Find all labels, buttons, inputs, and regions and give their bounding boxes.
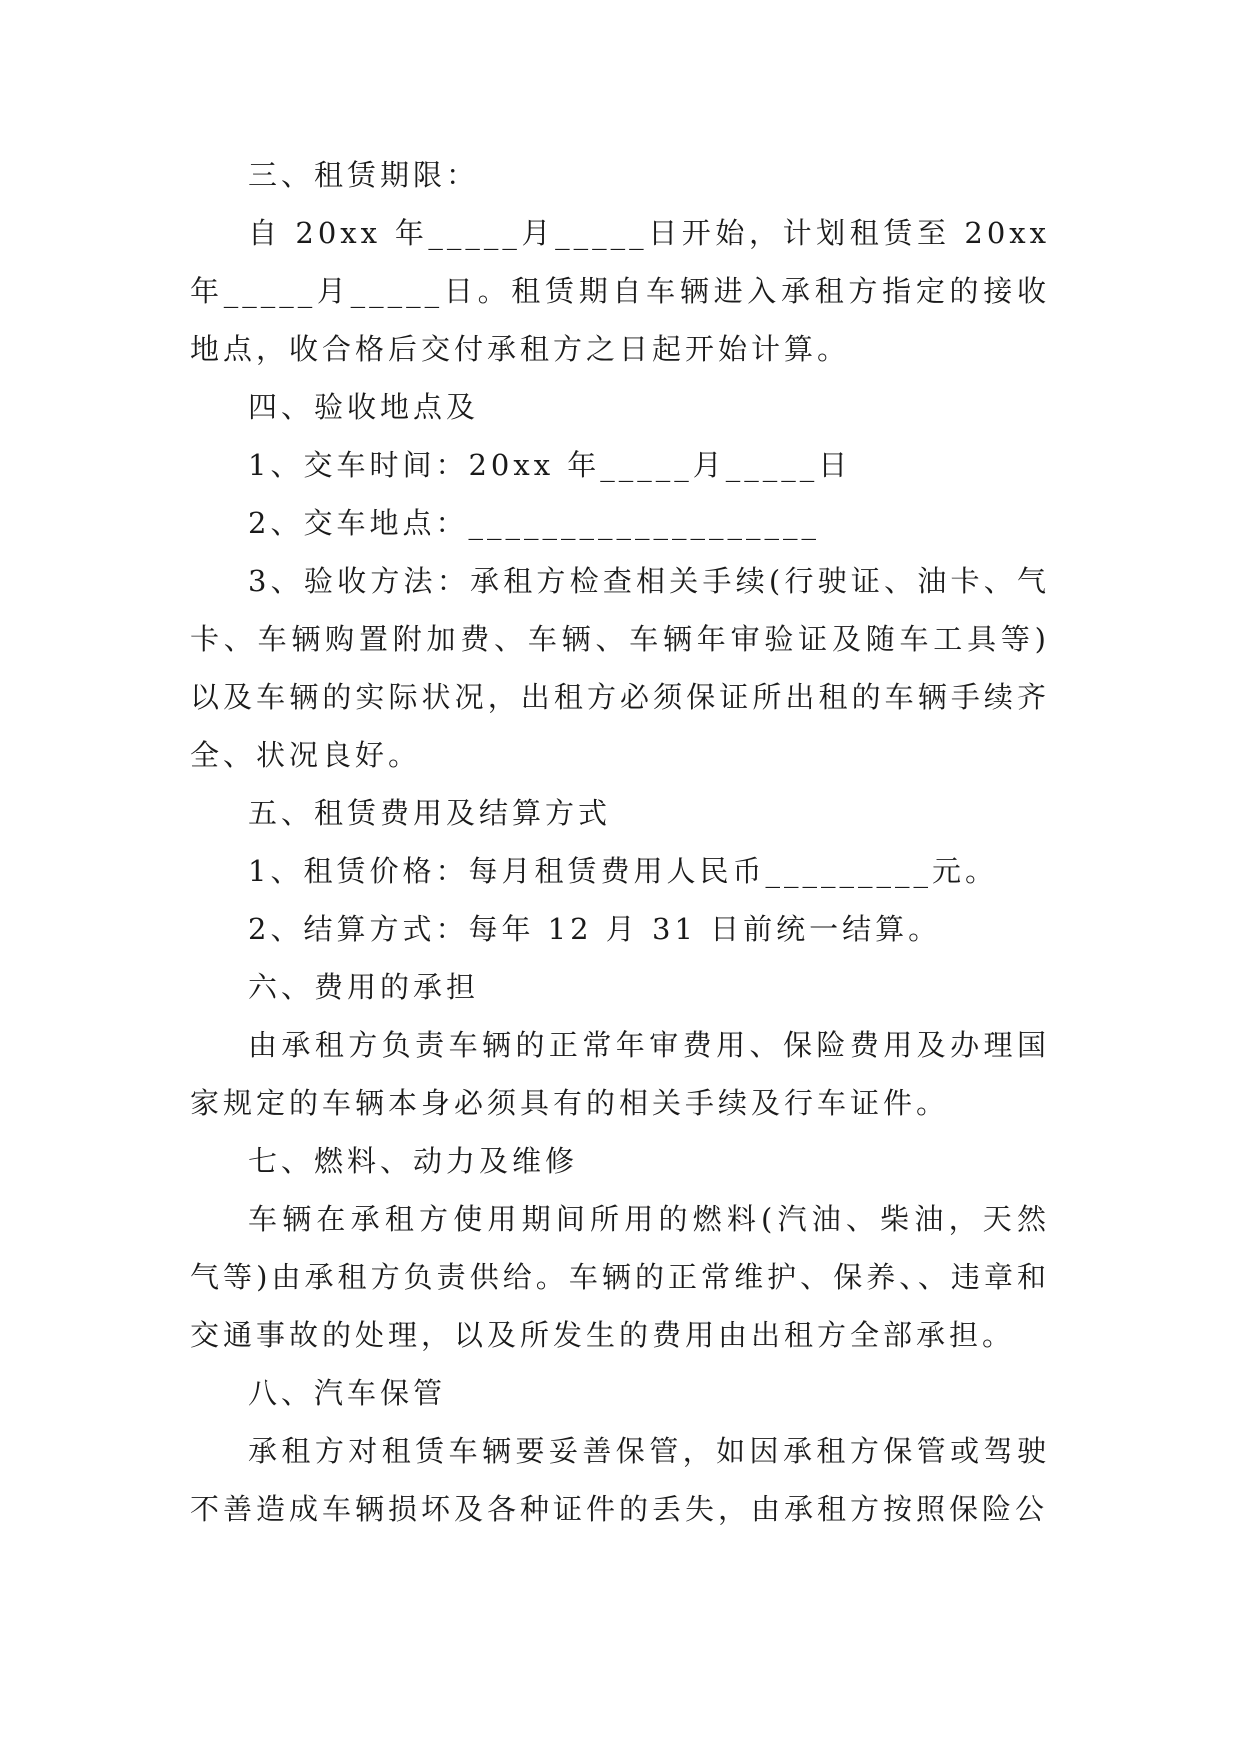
item-rental-price: 1、租赁价格：每月租赁费用人民币_________元。 (248, 854, 998, 888)
paragraph-vehicle-custody: 承租方对租赁车辆要妥善保管，如因承租方保管或驾驶不善造成车辆损坏及各种证件的丢失，由承租方按照保险公 (190, 1434, 1050, 1526)
item-delivery-place: 2、交车地点：___________________ (248, 506, 820, 540)
paragraph-lease-term: 自 20xx 年_____月_____日开始，计划租赁至 20xx 年_____月_____日。租赁期自车辆进入承租方指定的接收地点，收合格后交付承租方之日起开始计算。 (190, 216, 1064, 366)
section-heading-fees: 五、租赁费用及结算方式 (248, 796, 612, 830)
section-heading-inspection: 四、验收地点及 (248, 390, 480, 424)
item-inspection-method: 3、验收方法：承租方检查相关手续(行驶证、油卡、气卡、车辆购置附加费、车辆、车辆年审验证及随车工具等)以及车辆的实际状况，出租方必须保证所出租的车辆手续齐全、状况良好。 (190, 564, 1050, 772)
section-heading-lease-term: 三、租赁期限： (248, 158, 480, 192)
item-delivery-time: 1、交车时间：20xx 年_____月_____日 (248, 448, 852, 482)
paragraph-cost-bearing: 由承租方负责车辆的正常年审费用、保险费用及办理国家规定的车辆本身必须具有的相关手续及行车证件。 (190, 1028, 1050, 1120)
section-heading-cost-bearing: 六、费用的承担 (248, 970, 480, 1004)
item-settlement-method: 2、结算方式：每年 12 月 31 日前统一结算。 (248, 912, 942, 946)
paragraph-fuel-maintenance: 车辆在承租方使用期间所用的燃料(汽油、柴油，天然气等)由承租方负责供给。车辆的正常维护、保养、、违章和交通事故的处理，以及所发生的费用由出租方全部承担。 (190, 1202, 1050, 1352)
section-heading-fuel-maintenance: 七、燃料、动力及维修 (248, 1144, 579, 1178)
section-heading-vehicle-custody: 八、汽车保管 (248, 1376, 447, 1410)
document-page (190, 146, 1064, 1538)
